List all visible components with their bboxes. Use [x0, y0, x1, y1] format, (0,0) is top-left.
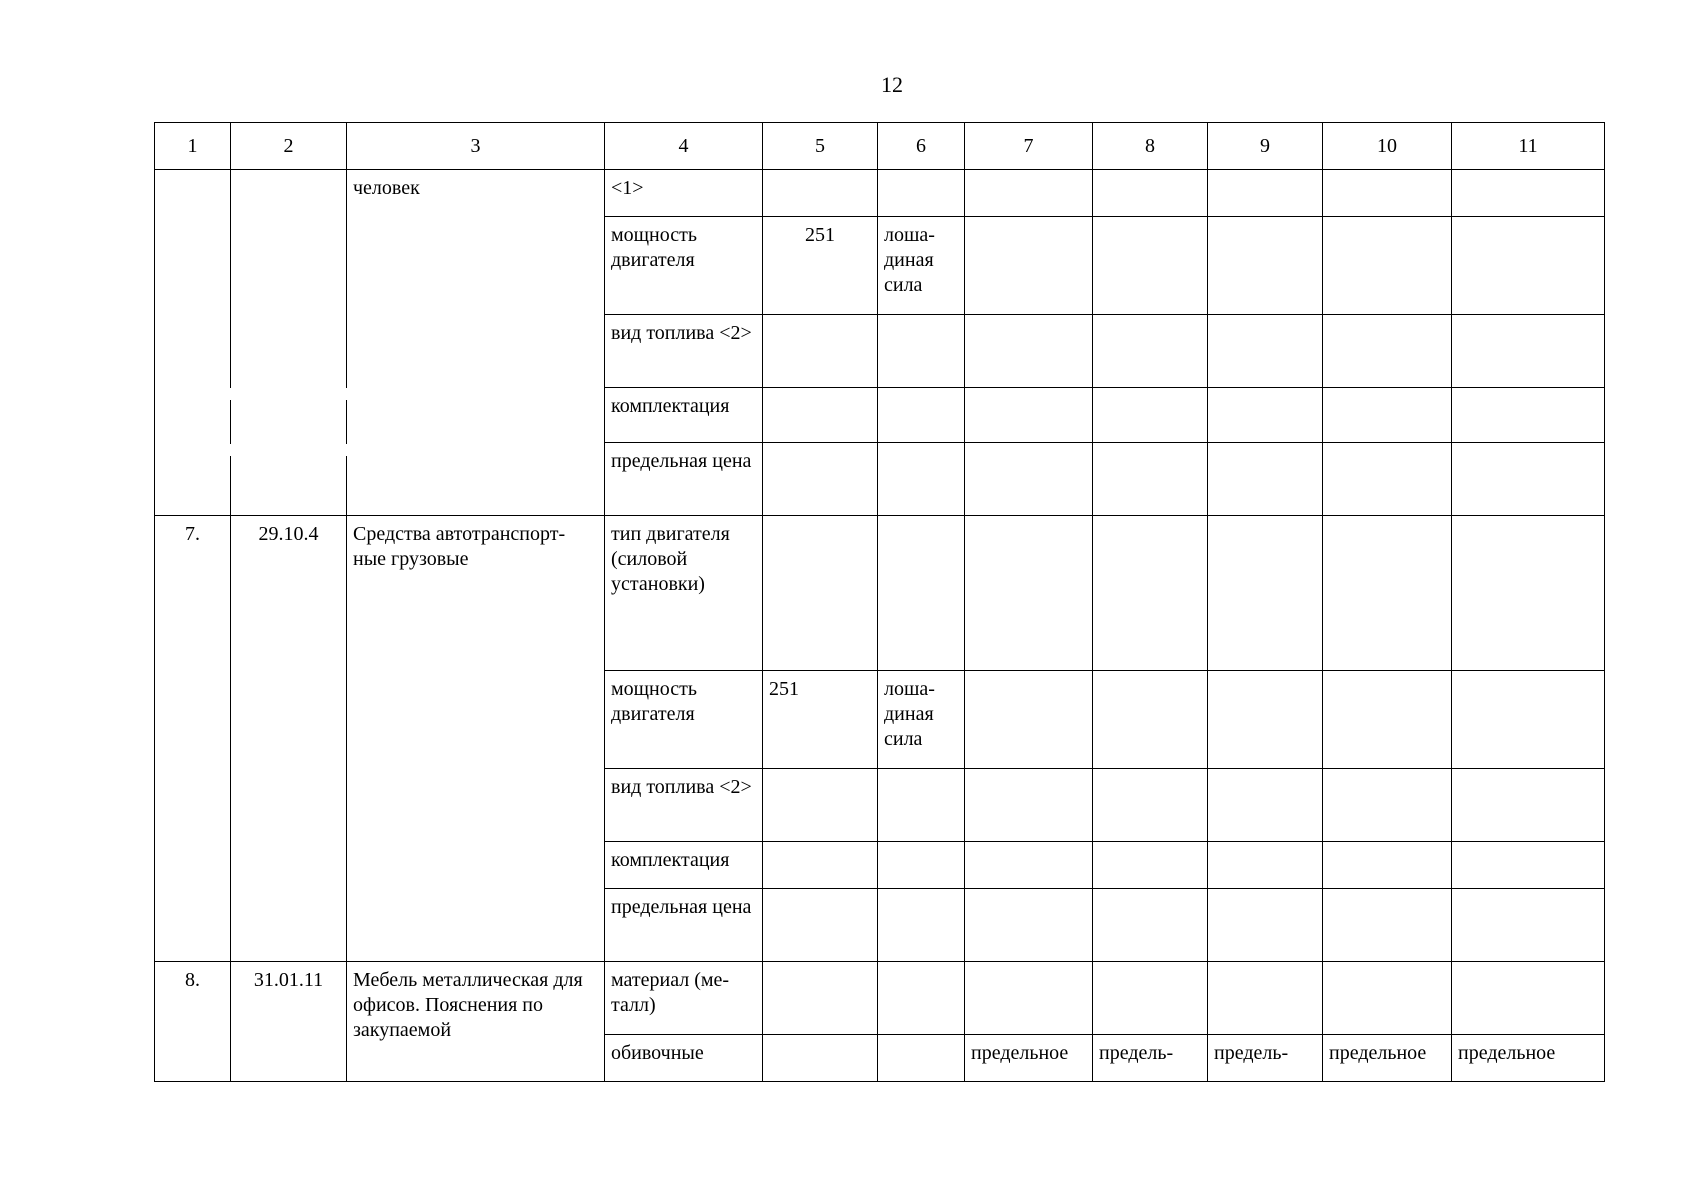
- unit-cell: лоша-диная сила: [878, 671, 965, 769]
- characteristic-cell: комплектация: [605, 842, 763, 889]
- header-cell: 5: [763, 123, 878, 170]
- cell: [1323, 962, 1452, 1035]
- cell: [1323, 315, 1452, 388]
- okpd-code-cell: 31.01.11: [231, 962, 347, 1082]
- characteristics-table: [154, 122, 1605, 1082]
- header-cell: 10: [1323, 123, 1452, 170]
- header-cell: 9: [1208, 123, 1323, 170]
- cell: [1093, 962, 1208, 1035]
- header-cell: 4: [605, 123, 763, 170]
- characteristic-cell: предельная цена: [605, 443, 763, 516]
- value-cell: [763, 170, 878, 217]
- cell: [1093, 516, 1208, 671]
- rule-break: [341, 444, 347, 456]
- cell: предель-: [1208, 1035, 1323, 1082]
- item-number-cell: [155, 170, 231, 516]
- cell: [965, 170, 1093, 217]
- header-row: [155, 123, 1605, 170]
- unit-cell: [878, 170, 965, 217]
- value-cell: [763, 889, 878, 962]
- cell: [1323, 217, 1452, 315]
- cell: предельное: [1323, 1035, 1452, 1082]
- item-name-cell: Средства автотранспорт-ные грузовые: [347, 516, 605, 962]
- cell: [1452, 842, 1605, 889]
- unit-cell: [878, 962, 965, 1035]
- value-cell: [763, 842, 878, 889]
- header-cell: 8: [1093, 123, 1208, 170]
- cell: [965, 962, 1093, 1035]
- cell: [965, 443, 1093, 516]
- rule-break: [226, 444, 232, 456]
- cell: [1208, 889, 1323, 962]
- unit-cell: [878, 1035, 965, 1082]
- unit-cell: [878, 516, 965, 671]
- cell: [1208, 962, 1323, 1035]
- okpd-code-cell: [231, 170, 347, 516]
- cell: [1208, 170, 1323, 217]
- cell: [1452, 217, 1605, 315]
- cell: [965, 889, 1093, 962]
- cell: [965, 671, 1093, 769]
- cell: [1093, 170, 1208, 217]
- cell: [1452, 889, 1605, 962]
- cell: [1452, 170, 1605, 217]
- cell: [1323, 889, 1452, 962]
- cell: [1323, 516, 1452, 671]
- cell: [1093, 443, 1208, 516]
- unit-cell: лоша-диная сила: [878, 217, 965, 315]
- characteristic-cell: вид топлива <2>: [605, 769, 763, 842]
- header-cell: 1: [155, 123, 231, 170]
- cell: [965, 842, 1093, 889]
- value-cell: [763, 516, 878, 671]
- cell: [1323, 388, 1452, 443]
- cell: [1452, 516, 1605, 671]
- cell: [1208, 217, 1323, 315]
- characteristic-cell: предельная цена: [605, 889, 763, 962]
- cell: [1323, 842, 1452, 889]
- unit-cell: [878, 443, 965, 516]
- header-cell: 3: [347, 123, 605, 170]
- header-cell: 6: [878, 123, 965, 170]
- value-cell: 251: [763, 671, 878, 769]
- rule-break: [341, 388, 347, 400]
- cell: [1093, 315, 1208, 388]
- characteristic-cell: мощность двигателя: [605, 217, 763, 315]
- characteristic-cell: материал (ме-талл): [605, 962, 763, 1035]
- characteristic-cell: тип двигателя (силовой установки): [605, 516, 763, 671]
- characteristic-cell: <1>: [605, 170, 763, 217]
- cell: [965, 217, 1093, 315]
- unit-cell: [878, 388, 965, 443]
- value-cell: [763, 443, 878, 516]
- item-number-cell: 8.: [155, 962, 231, 1082]
- cell: [965, 516, 1093, 671]
- cell: [1093, 217, 1208, 315]
- cell: [1208, 315, 1323, 388]
- cell: [1093, 671, 1208, 769]
- cell: [1452, 671, 1605, 769]
- cell: [1093, 769, 1208, 842]
- cell: [1323, 170, 1452, 217]
- characteristic-cell: мощность двигателя: [605, 671, 763, 769]
- cell: [1093, 388, 1208, 443]
- okpd-code-cell: 29.10.4: [231, 516, 347, 962]
- cell: [1093, 889, 1208, 962]
- cell: [965, 769, 1093, 842]
- cell: [1208, 671, 1323, 769]
- cell: [1208, 842, 1323, 889]
- value-cell: [763, 388, 878, 443]
- item-number-cell: 7.: [155, 516, 231, 962]
- table-row: [155, 170, 1605, 217]
- header-cell: 2: [231, 123, 347, 170]
- value-cell: 251: [763, 217, 878, 315]
- rule-break: [226, 388, 232, 400]
- cell: предель-: [1093, 1035, 1208, 1082]
- value-cell: [763, 315, 878, 388]
- unit-cell: [878, 889, 965, 962]
- cell: предельное: [1452, 1035, 1605, 1082]
- cell: [1452, 315, 1605, 388]
- cell: [1093, 842, 1208, 889]
- cell: [1452, 769, 1605, 842]
- cell: [1452, 388, 1605, 443]
- cell: [1208, 516, 1323, 671]
- page-number: 12: [881, 72, 903, 97]
- value-cell: [763, 1035, 878, 1082]
- header-cell: 7: [965, 123, 1093, 170]
- table-row: [155, 516, 1605, 671]
- item-name-cell: Мебель металлическая для офисов. Пояснения по закупаемой: [347, 962, 605, 1082]
- cell: [1208, 388, 1323, 443]
- item-name-cell: человек: [347, 170, 605, 516]
- header-cell: 11: [1452, 123, 1605, 170]
- cell: [1208, 443, 1323, 516]
- cell: предельное: [965, 1035, 1093, 1082]
- value-cell: [763, 769, 878, 842]
- cell: [1323, 671, 1452, 769]
- cell: [1452, 962, 1605, 1035]
- unit-cell: [878, 315, 965, 388]
- characteristic-cell: обивочные: [605, 1035, 763, 1082]
- value-cell: [763, 962, 878, 1035]
- characteristic-cell: вид топлива <2>: [605, 315, 763, 388]
- cell: [1323, 443, 1452, 516]
- unit-cell: [878, 842, 965, 889]
- cell: [1323, 769, 1452, 842]
- cell: [965, 315, 1093, 388]
- cell: [1208, 769, 1323, 842]
- cell: [1452, 443, 1605, 516]
- cell: [965, 388, 1093, 443]
- characteristic-cell: комплектация: [605, 388, 763, 443]
- unit-cell: [878, 769, 965, 842]
- table-row: [155, 962, 1605, 1035]
